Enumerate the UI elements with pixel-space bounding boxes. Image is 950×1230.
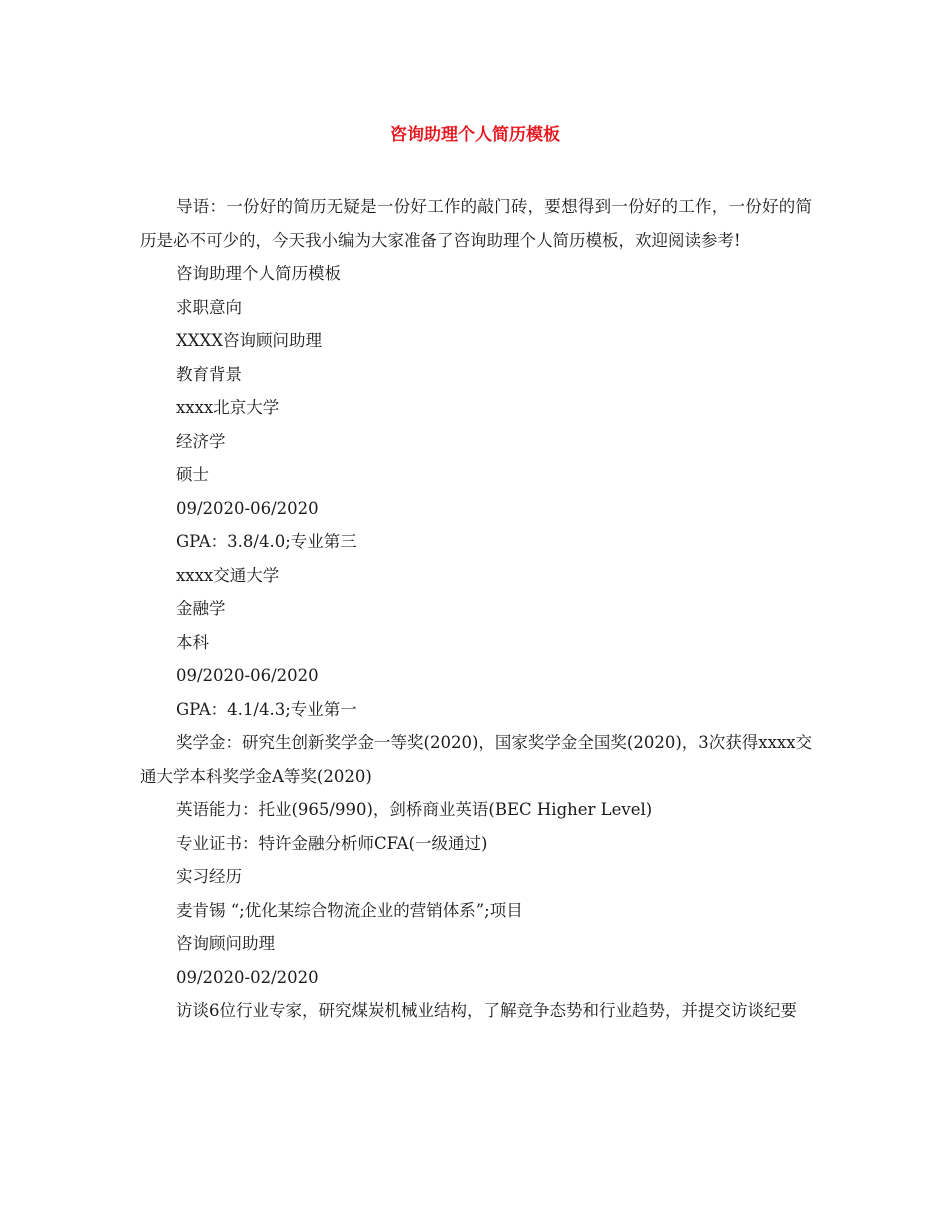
section-heading-education: 教育背景 bbox=[176, 364, 242, 384]
paragraph-internship-project: 麦肯锡 “;优化某综合物流企业的营销体系”;项目 bbox=[176, 900, 523, 920]
paragraph-internship-duty: 访谈6位行业专家，研究煤炭机械业结构，了解竞争态势和行业趋势，并提交访谈纪要 bbox=[176, 1001, 797, 1020]
paragraph-major-2: 金融学 bbox=[176, 599, 226, 618]
paragraph-major-1: 经济学 bbox=[176, 431, 226, 451]
paragraph-english: 英语能力：托业(965/990)，剑桥商业英语(BEC Higher Level) bbox=[176, 800, 653, 819]
document-title: 咨询助理个人简历模板 bbox=[390, 125, 560, 145]
paragraph-certificates: 专业证书：特许金融分析师CFA(一级通过) bbox=[176, 833, 488, 853]
paragraph-school-2: xxxx交通大学 bbox=[176, 565, 280, 585]
paragraph-gpa-1: GPA：3.8/4.0;专业第三 bbox=[176, 532, 357, 551]
document-body bbox=[140, 190, 812, 1028]
paragraph-dates-2: 09/2020-06/2020 bbox=[176, 666, 319, 685]
paragraph-internship-dates: 09/2020-02/2020 bbox=[176, 967, 319, 987]
paragraph-job-target: XXXX咨询顾问助理 bbox=[176, 331, 322, 350]
paragraph-degree-1: 硕士 bbox=[176, 465, 209, 484]
paragraph-gpa-2: GPA：4.1/4.3;专业第一 bbox=[176, 699, 357, 719]
paragraph-internship-role: 咨询顾问助理 bbox=[176, 934, 275, 953]
section-heading-internship: 实习经历 bbox=[176, 867, 242, 886]
paragraph-degree-2: 本科 bbox=[176, 632, 209, 652]
paragraph-school-1: xxxx北京大学 bbox=[176, 398, 280, 417]
paragraph-scholarships: 奖学金：研究生创新奖学金一等奖(2020)，国家奖学金全国奖(2020)，3次获得xxxx交通大学本科奖学金A等奖(2020) bbox=[140, 733, 812, 786]
paragraph-intro: 导语：一份好的简历无疑是一份好工作的敲门砖，要想得到一份好的工作，一份好的简历是必不可少的，今天我小编为大家准备了咨询助理个人简历模板，欢迎阅读参考! bbox=[140, 197, 812, 250]
section-heading-job-objective: 求职意向 bbox=[176, 297, 242, 317]
paragraph-dates-1: 09/2020-06/2020 bbox=[176, 498, 319, 518]
paragraph-heading-template: 咨询助理个人简历模板 bbox=[176, 264, 341, 283]
